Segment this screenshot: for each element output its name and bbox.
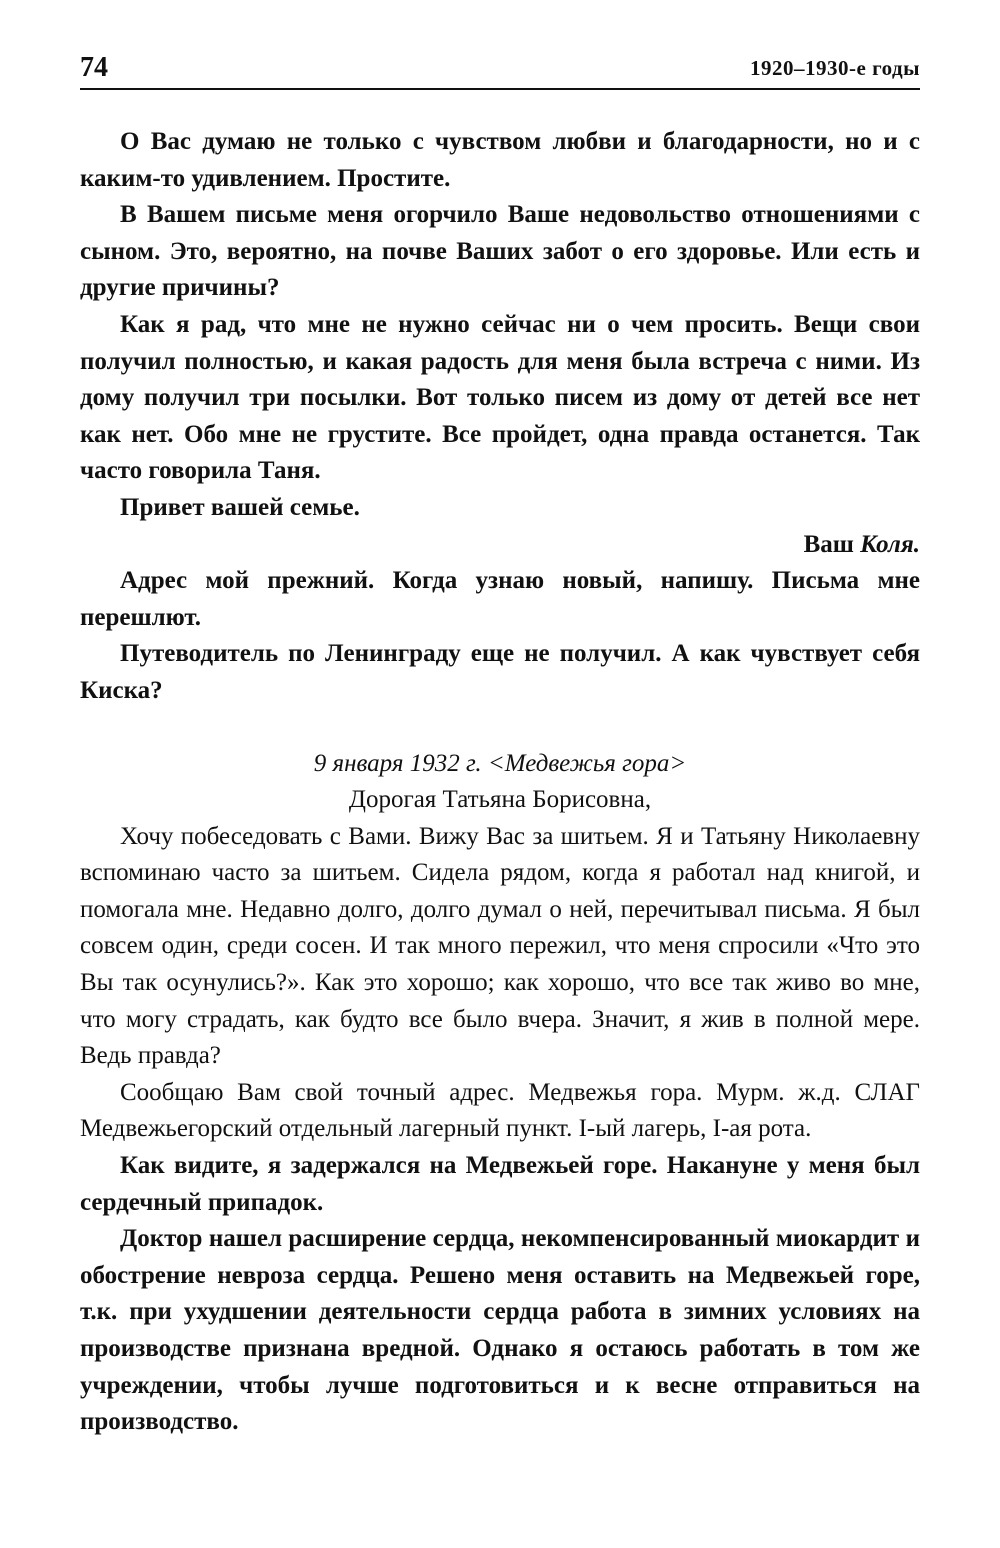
signature-prefix: Ваш: [803, 530, 861, 558]
letter1-paragraph-3: Как я рад, что мне не нужно сейчас ни о чем просить. Вещи свои получил полностью, и какая радость для меня была встреча с ними. Из дому получил три посылки. Вот только писем из дому от детей все нет как нет. Обо мне не грустите. Все пройдет, одна правда останется. Так часто говорила Таня.: [80, 310, 920, 485]
letter2-paragraph-4: Доктор нашел расширение сердца, некомпенсированный миокардит и обострение невроза сердца. Решено меня оставить на Медвежьей горе, т.к. при ухудшении деятельности сердца работа в зимних условиях на производстве признана вредной. Однако я остаюсь работать в том же учреждении, чтобы лучше подготовиться и к весне отправиться на производство.: [80, 1225, 920, 1436]
section-title: 1920–1930-е годы: [750, 56, 920, 80]
letter1-postscript-2: Путеводитель по Ленинграду еще не получил. А как чувствует себя Киска?: [80, 640, 920, 704]
letter2-paragraph-1: Хочу побеседовать с Вами. Вижу Вас за шитьем. Я и Татьяну Николаевну вспоминаю часто за шитьем. Сидела рядом, когда я работал над книгой, и помогала мне. Недавно долго, долго думал о ней, перечитывал письма. Я был совсем один, среди сосен. И так много пережил, что меня спросили «Что это Вы так осунулись?». Как это хорошо; как хорошо, что все так живо во мне, что могу страдать, как будто все было вчера. Значит, я жив в полной мере. Ведь правда?: [80, 822, 920, 1070]
letter1-signature: [80, 527, 920, 564]
letter1-postscript-1: Адрес мой прежний. Когда узнаю новый, напишу. Письма мне перешлют.: [80, 567, 920, 631]
letter1-paragraph-2: В Вашем письме меня огорчило Ваше недовольство отношениями с сыном. Это, вероятно, на почве Ваших забот о его здоровье. Или есть и другие причины?: [80, 201, 920, 302]
body-text: [80, 124, 920, 1441]
letter1-paragraph-4: Привет вашей семье.: [120, 493, 360, 521]
letter2-dateline: 9 января 1932 г. <Медвежья гора>: [313, 749, 687, 777]
letter2-salutation: Дорогая Татьяна Борисовна,: [348, 786, 652, 814]
signature-name: Коля.: [860, 530, 920, 558]
letter2-paragraph-3: Как видите, я задержался на Медвежьей горе. Накануне у меня был сердечный припадок.: [80, 1152, 920, 1216]
running-head: [80, 50, 920, 90]
letter1-paragraph-1: О Вас думаю не только с чувством любви и благодарности, но и с каким-то удивлением. Простите.: [80, 128, 920, 192]
page-number: 74: [80, 52, 108, 83]
book-page: [80, 50, 920, 1441]
letter2-paragraph-2: Сообщаю Вам свой точный адрес. Медвежья гора. Мурм. ж.д. СЛАГ Медвежьегорский отдельный лагерный пункт. I-ый лагерь, I-ая рота.: [80, 1078, 920, 1143]
